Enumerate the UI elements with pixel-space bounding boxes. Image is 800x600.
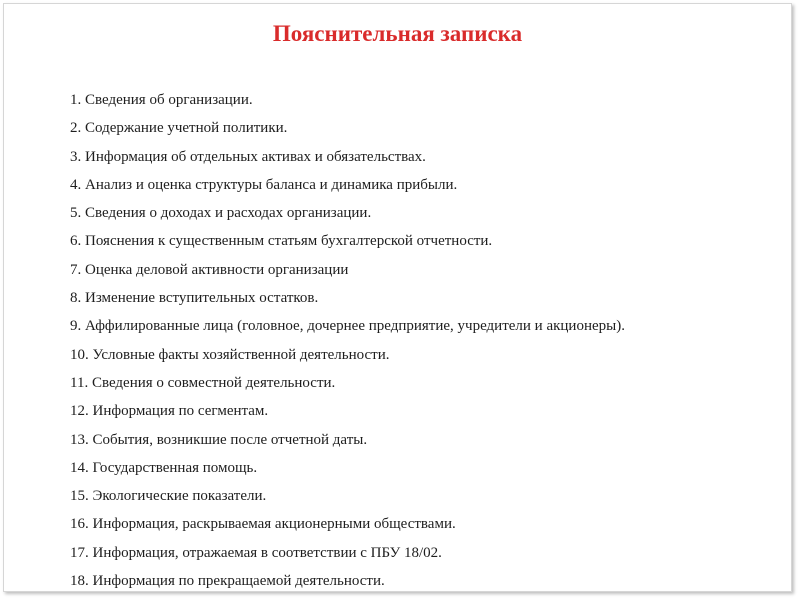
list-item: 12. Информация по сегментам.: [70, 403, 269, 420]
list-item: 3. Информация об отдельных активах и обязательствах.: [70, 148, 426, 165]
list-item: 1. Сведения об организации.: [70, 92, 253, 108]
list-item: 2. Содержание учетной политики.: [70, 120, 288, 137]
slide: [3, 3, 792, 592]
list-item: 14. Государственная помощь.: [70, 459, 258, 476]
list-item: 15. Экологические показатели.: [70, 488, 267, 505]
list-item: 7. Оценка деловой активности организации: [70, 261, 349, 278]
slide-title: Пояснительная записка: [272, 21, 523, 46]
list-item: 5. Сведения о доходах и расходах организации.: [70, 205, 372, 222]
list-item: 13. События, возникшие после отчетной даты.: [70, 431, 368, 448]
list-item: 16. Информация, раскрываемая акционерными обществами.: [70, 516, 456, 533]
list-item: 17. Информация, отражаемая в соответствии с ПБУ 18/02.: [70, 544, 442, 561]
contents-list: [70, 86, 625, 595]
list-item: 4. Анализ и оценка структуры баланса и динамика прибыли.: [70, 176, 458, 193]
list-item: 9. Аффилированные лица (головное, дочернее предприятие, учредители и акционеры).: [70, 318, 625, 335]
list-item: 10. Условные факты хозяйственной деятельности.: [70, 346, 390, 363]
list-item: 6. Пояснения к существенным статьям бухгалтерской отчетности.: [70, 233, 493, 250]
list-item: 11. Сведения о совместной деятельности.: [70, 374, 336, 391]
list-item: 8. Изменение вступительных остатков.: [70, 290, 319, 307]
list-item: 18. Информация по прекращаемой деятельности.: [70, 573, 385, 590]
